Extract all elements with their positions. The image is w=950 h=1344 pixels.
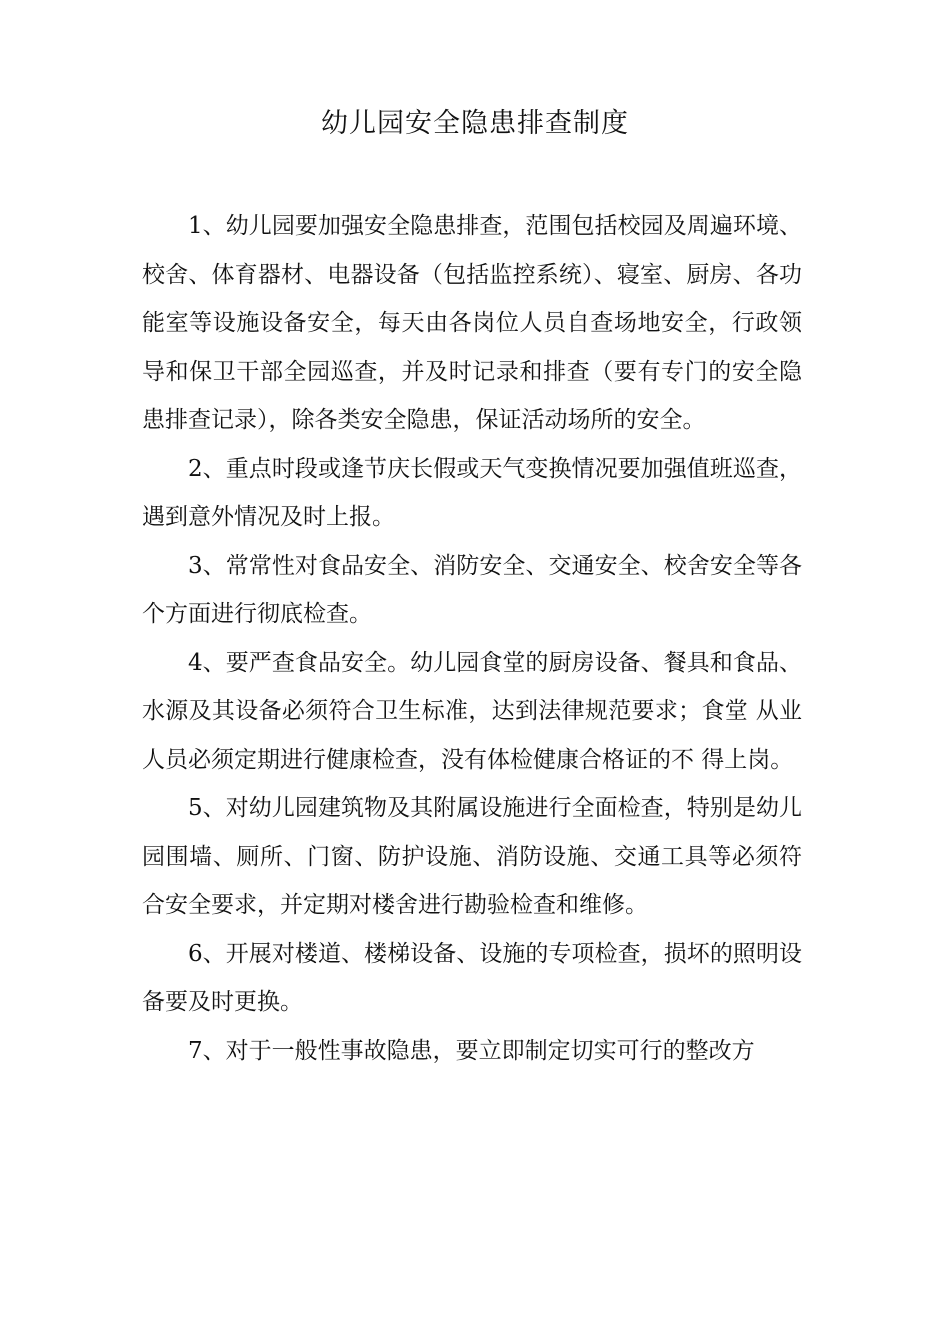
paragraph-6: 6、开展对楼道、楼梯设备、设施的专项检查，损坏的照明设备要及时更换。	[142, 940, 802, 1015]
paragraph-1: 1、幼儿园要加强安全隐患排查，范围包括校园及周遍环境、校舍、体育器材、电器设备（包括监控系统）、寝室、厨房、各功能室等设施设备安全，每天由各岗位人员自查场地安全，行政领导和保卫干部全园巡查，并及时记录和排查（要有专门的安全隐患排查记录），除各类安全隐患，保证活动场所的安全。	[142, 213, 802, 433]
paragraph-4: 4、要严查食品安全。幼儿园食堂的厨房设备、餐具和食品、水源及其设备必须符合卫生标准，达到法律规范要求；食堂 从业人员必须定期进行健康检查，没有体检健康合格证的不 得上岗。	[142, 649, 802, 773]
paragraph-2: 2、重点时段或逢节庆长假或天气变换情况要加强值班巡查，遇到意外情况及时上报。	[142, 455, 802, 530]
paragraph-5: 5、对幼儿园建筑物及其附属设施进行全面检查，特别是幼儿园围墙、厕所、门窗、防护设施、消防设施、交通工具等必须符合安全要求，并定期对楼舍进行勘验检查和维修。	[142, 795, 802, 918]
paragraph-7: 7、对于一般性事故隐患，要立即制定切实可行的整改方	[188, 1037, 755, 1064]
document-body	[142, 202, 802, 1075]
paragraph-3: 3、常常性对食品安全、消防安全、交通安全、校舍安全等各个方面进行彻底检查。	[142, 552, 802, 627]
document-title: 幼儿园安全隐患排查制度	[321, 108, 629, 139]
